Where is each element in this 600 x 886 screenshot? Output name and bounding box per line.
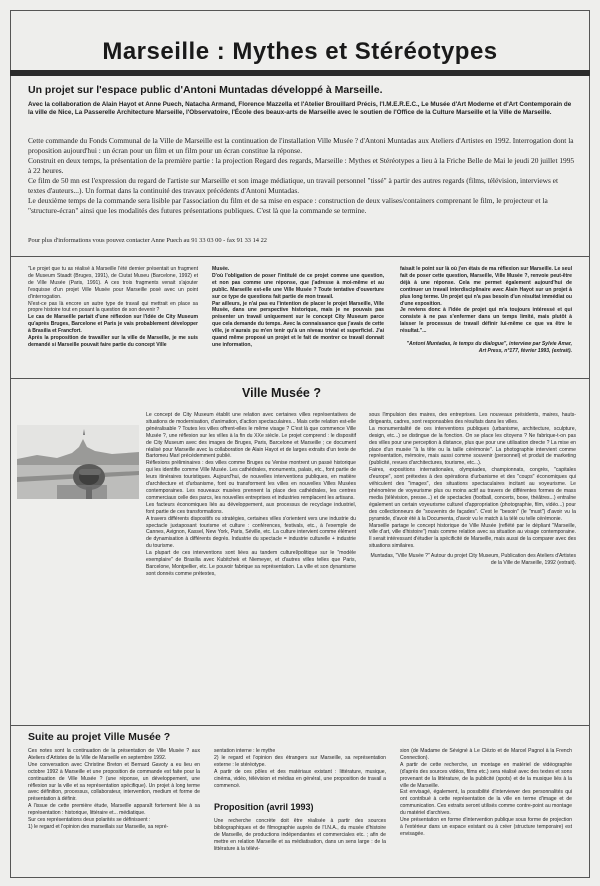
interview-paragraph: Le cas de Marseille partait d'une réflexion sur l'idée de City Museum qu'après Bruges, Barcelone et Paris je vais probablement développer à Brasilia et Francfort.	[28, 314, 198, 335]
body-paragraph: Marseille partage le concept historique de Ville Musée (reflété par le dépliant "Marseille, ville d'art, ville d'histoire") mais comme relation avec sa situation au visage contemporaine. Il serait intéressant d'étudier la spécificité de Marseille, mais aussi de la comparer avec des situations similaires.	[369, 522, 576, 550]
body-paragraph: A l'issue de cette première étude, Marseille apparaît fortement liée à sa représentation : historique, littéraire et... médiatique.	[28, 803, 200, 817]
body-paragraph: La plupart de ces interventions sont liées au tandem culturel/politique sur le "modèle exemplaire" de Brasilia avec Kubitchek et Niemeyer, et d'autres villes telles que Paris, Barcelone, Montpellier, etc. Le pouvoir fabrique sa représentation. La ville et son dynamisme sont donnés comme prétextes,	[146, 550, 356, 577]
suite-column-1	[28, 748, 200, 831]
interview-paragraph: D'où l'obligation de poser l'intitulé de ce projet comme une question, et non pas comme une réponse, que j'adresse à moi-même et au public. Marseille est-elle une Ville Musée ? Toute tentative d'ouverture sur ce type de questions fait partie de mon travail.	[212, 272, 384, 300]
collaboration-text: Avec la collaboration de Alain Hayot et Anne Puech, Natacha Armand, Florence Mazzella et l'Atelier Brouillard Précis, l'I.M.E.R.E.C., Le Musée d'Art Moderne et d'Art Contemporain de la ville de Nice, La Passerelle Architecture Marseille, l'Observatoire, l'École des beaux-arts de Marseille avec le soutien de l'Office de la Culture Marseille et la Ville de Marseille.	[28, 101, 572, 117]
intro-paragraph: Cette commande du Fonds Communal de la Ville de Marseille est la continuation de l'installation Ville Musée ? d'Antoni Muntadas aux Ateliers d'Artistes en 1992. Interrogation dont la proposition aujourd'hui : un écran pour un film et un film pour un écran constitue la réponse.	[28, 136, 574, 155]
subtitle: Un projet sur l'espace public d'Antoni Muntadas développé à Marseille.	[28, 84, 383, 96]
interview-paragraph: faisait le point sur là où j'en étais de ma réflexion sur Marseille. Le seul fait de poser cette question, Marseille, Ville Musée ?, renvoie peut-être déjà à une réponse. Cela me permet également aujourd'hui de continuer un travail interdisciplinaire avec Alain Hayot sur un projet à plus long terme. Un projet qui n'a pas besoin d'un résultat immédiat ou d'une exposition.	[400, 266, 572, 307]
suite-heading: Suite au projet Ville Musée ?	[28, 731, 171, 743]
body-paragraph: 2) le regard et l'opinion des étrangers sur Marseille, sa représentation externe : le stéréotype.	[214, 754, 386, 768]
ville-musee-credit: Muntadas, "Ville Musée ?" Autour du projet City Museum, Publication des Ateliers d'Artistes de la Ville de Marseille, 1992 (extrait).	[370, 553, 576, 567]
proposition-heading: Proposition (avril 1993)	[214, 802, 314, 812]
body-paragraph: Faires, expositions internationales, olympiades, championnats, congrès, "capitales d'europe", sont prétextes à des opérations d'urbanisme et des "coups" économiques qui véhiculent des "images", des situations spectaculaires incitant au voyeurisme. Le phénomène de voyeurisme plus ou moins actif au travers de différentes formes de mass media (télévision, presse...) et de spectacles (football, concerts, boxe, théâtres...) entraîne également un certain voyeurisme culturel d'appropriation (photographie, film, vidéo...) pour des collectionneurs de "souvenirs de façades". C'est le "besoin" (le "must") d'avoir vu la pyramide, d'avoir été à la Documenta, d'avoir vu le match à la télé ou telle cérémonie.	[369, 467, 576, 522]
body-paragraph: Une présentation en forme d'intervention publique sous forme de projection à l'extérieur dans un espace existant ou à créer (structure temporaire) est envisagée.	[400, 817, 572, 837]
interview-column-1	[28, 266, 198, 349]
section-divider	[10, 725, 590, 726]
intro-paragraph: Ce film de 50 mn est l'expression du regard de l'artiste sur Marseille et son image médiatique, un travail personnel "tissé" à partir des autres regards (films, télévision, interviews et textes d'auteurs...). Un format dans la continuité des travaux précédents d'Antoni Muntadas.	[28, 176, 559, 195]
interview-paragraph: "Le projet que tu as réalisé à Marseille l'été dernier présentait un fragment de Museum Staadt (Bruges, 1991), de Ciutat Museu (Barcelone, 1992) et de Ville Musée (Paris, 1991). A ces trois fragments venait s'ajouter l'esquisse d'un projet Ville Musée pour Marseille posé avec un point d'interrogation.	[28, 266, 198, 300]
body-paragraph: A partir de cette recherche, un montage en matériel de vidéographie (d'après des sources vidéos, films etc.) sera réalisé avec des textes et sons provenant de la littérature, de la publicité (spots) et de la musique liés à la ville de Marseille.	[400, 761, 572, 789]
body-paragraph: Les facteurs économiques liés au développement, aux processus de recyclage industriel, font partie de ces transformations.	[146, 501, 356, 515]
interview-column-3	[400, 266, 572, 355]
interview-paragraph: Par ailleurs, je n'ai pas eu l'intention de placer le projet Marseille, Ville Musée, dans une perspective historique, mais je ne pouvais pas présenter un travail uniquement sur le concept City Museum parce que cela demande du temps. Avec la connaissance que j'avais de cette ville, je n'aurais pu m'en tenir qu'à un niveau trivial et superficiel. J'ai quand même proposé un projet et le fait de montrer ce travail donnait une information,	[212, 300, 384, 348]
intro-text	[28, 136, 576, 216]
ville-musee-column-1	[146, 412, 356, 578]
contact-info: Pour plus d'informations vous pouvez contacter Anne Puech au 91 33 03 00 - fax 91 33 14 22	[28, 237, 267, 244]
body-paragraph: La monumentalité de ces interventions publiques (urbanisme, architecture, sculpture, design, etc...) se distingue de la fonction. On se place les citoyens ? Ne fabrique-t-on pas des villes pour une perception à distance, plus que pour une utilisation directe ? La mise en place d'un musée "à la tête ou la taille cérémonie". La photographie intervient comme représentation, mémoire, mais aussi comme souvenir (personnel) et produit de marketing (publicité, revues d'architectures, tourisme, etc...).	[369, 425, 576, 467]
body-paragraph: Une recherche concrète doit être réalisée à partir des sources bibliographiques et de filmographie auprès de l'I.N.A., du musée d'histoire de Marseille, de productions indépendantes et commerciales etc. ; afin de mettre en relation Marseille et sa médiatisation, dans un sens large : de la littérature à la télévi-	[214, 818, 386, 852]
body-paragraph: sion (de Madame de Sévigné à Le Clézio et de Marcel Pagnol à la French Connection).	[400, 748, 572, 761]
interview-signature: "Antoni Muntadas, le temps du dialogue", interview par Sylvie Amar, Art Press, n°177, février 1993, (extrait).	[406, 341, 572, 354]
interview-paragraph: Musée.	[212, 266, 230, 272]
body-paragraph: 1) le regard et l'opinion des marseillais sur Marseille, sa repré-	[28, 823, 169, 830]
ville-musee-column-2	[369, 412, 576, 567]
harbour-telescope-photo	[17, 425, 139, 499]
body-paragraph: Une conversation avec Christine Breton et Bernard Gavoty a eu lieu en octobre 1992 à Marseille et une proposition de commande est faite pour la continuation de Ville Musée ? (une réponse, un développement, une réflexion sur la ville et sa représentation spécifique). Un projet à long terme avec définition, processus, collaborateur, intervention, medium et forme de présentation à définir.	[28, 761, 200, 803]
interview-paragraph: Je reviens donc à l'idée de projet qui m'a toujours intéressé et qui consiste à ne pas s'enfermer dans un temps limité, mais plutôt à laisser le processus de travail définir lui-même ce que va être le résultat."...	[400, 307, 572, 335]
page-title: Marseille : Mythes et Stéréotypes	[102, 38, 498, 65]
ville-musee-heading: Ville Musée ?	[242, 386, 321, 400]
suite-column-2	[214, 748, 386, 789]
intro-paragraph: Construit en deux temps, la présentation de la première partie : la projection Regard des regards, Marseille : Mythes et Stéréotypes a lieu à la Friche Belle de Mai le jeudi 20 juillet 1995 à 22 heures.	[28, 156, 575, 175]
body-paragraph: A partir de ces pôles et des matériaux existant : littérature, musique, cinéma, vidéo, télévision et médias en général, une proposition de travail a commencé.	[214, 768, 386, 789]
body-paragraph: Est envisagé, également, la possibilité d'interviewer des personnalités qui ont contribué à cette représentation de la ville en terme d'image et de communication. Ces extraits seront utilisés comme contre-point au montage du matériel d'archives.	[400, 789, 572, 817]
suite-column-3	[400, 748, 572, 838]
body-paragraph: Réflexions préliminaires : des villes comme Bruges ou Venise montrent un passé historique qui les identifie comme Ville Musée. Les cathédrales, monuments, palais, etc., font partie de leurs itinéraires touristiques. Aujourd'hui, de nouvelles interventions publiques, en matière d'architecture et d'urbanisme, font ou transforment les villes en nouvelles Villes Musées contemporaines. Les nouveaux musées prennent la place des cathédrales, les centres commerciaux celle des parcs, les nouvelles entreprises et industries remplacent les artisans.	[146, 460, 356, 501]
interview-paragraph: Après la proposition de travailler sur la ville de Marseille, je me suis demandé si Marseille pouvait faire partie du concept Ville	[28, 335, 198, 348]
section-divider	[10, 256, 590, 257]
suite-column-2b	[214, 818, 386, 853]
body-paragraph: Sur ces représentations deux polarités se définissent :	[28, 817, 151, 824]
body-paragraph: Ces notes sont la continuation de la présentation de Ville Musée ? aux Ateliers d'Artistes de la Ville de Marseille en septembre 1992.	[28, 748, 200, 761]
section-divider	[10, 378, 590, 379]
interview-paragraph: N'est-ce pas là encore un autre type de travail qui mettrait en place sa propre histoire tout en posant la question de son devenir ?	[28, 300, 198, 314]
body-paragraph: Le concept de City Museum établit une relation avec certaines villes représentatives de situations de modernisation, d'animation, d'action spectaculaires... Mais cette relation est-elle généralisable ? Toutes les villes offrent-elles le même visage ? C'est là que commence Ville Musée ?, une réflexion sur les villes à la fin du XXe siècle. Le projet comprend : le dispositif de City Museum avec des images de Bruges, Paris, Barcelone et Marseille ; ce document réalisé pour Marseille avec la collaboration de Alain Hayot et de larges extraits d'un texte de Bartomeu Marí précédemment publié.	[146, 412, 356, 460]
interview-column-2	[212, 266, 384, 349]
body-paragraph: A travers différents dispositifs ou stratégies, certaines villes s'orientent vers une industrie du spectacle juxtaposant tourisme et culture : conférences, festivals, etc., à l'exemple de Cannes, Avignon, Kassel, New York, Paris, Séville, etc. La culture intervient comme élément de dynamisation à différents degrés. Industrie du spectacle = industrie culturelle + industrie du tourisme.	[146, 515, 356, 550]
title-underline	[10, 70, 590, 76]
body-paragraph: sous l'impulsion des maires, des entreprises. Les nouveaux présidents, maires, hauts-dirigeants, cadres, sont responsables des résultats dans les villes.	[369, 412, 576, 425]
intro-paragraph: Le deuxième temps de la commande sera lisible par l'association du film et de sa mise en espace : construction de deux valises/containers comprenant le film, le projecteur et la "structure-écran" ainsi que les modalités des futures présentations publiques. C'est là que la commande se termine.	[28, 196, 548, 215]
body-paragraph: sentation interne : le mythe	[214, 748, 276, 754]
